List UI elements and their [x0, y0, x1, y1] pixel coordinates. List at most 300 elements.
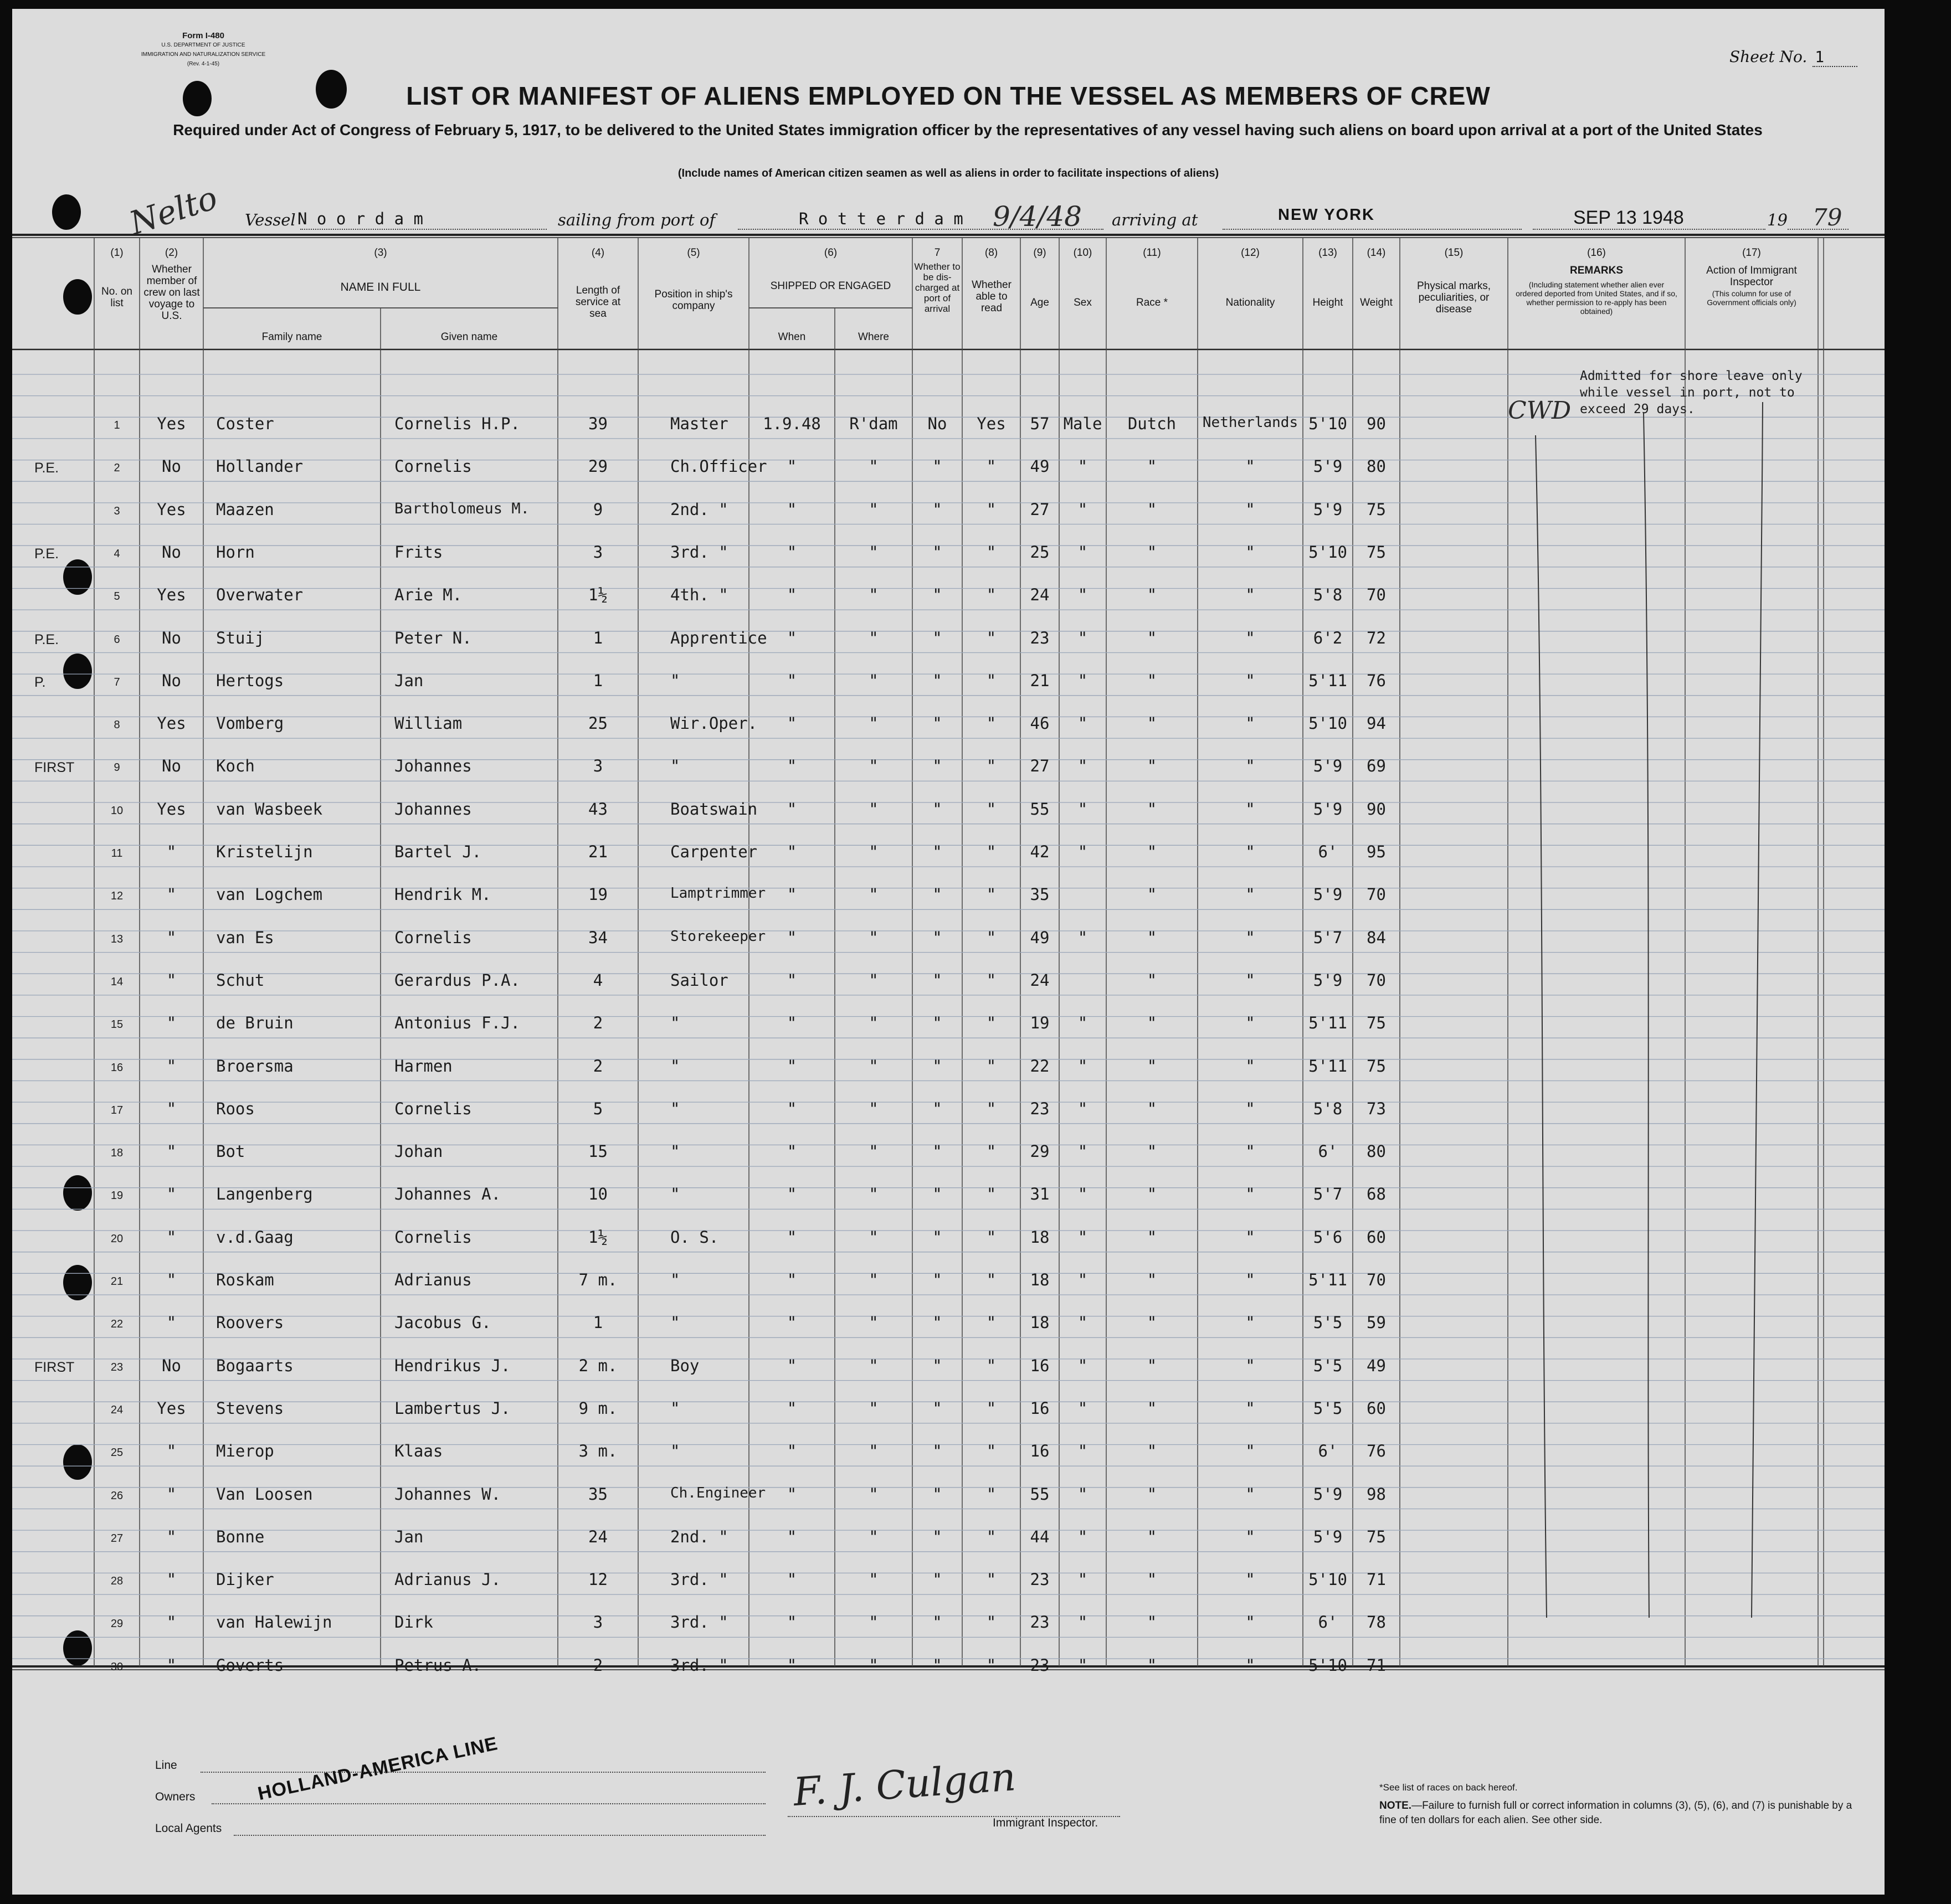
cell-race: "	[1147, 842, 1157, 861]
cell-height: 5'9	[1313, 1527, 1343, 1546]
col-5-number: (5)	[687, 247, 700, 259]
cell-age: 18	[1030, 1227, 1050, 1247]
cell-position: "	[670, 1398, 680, 1418]
cell-shipped-when: "	[787, 542, 797, 562]
cell-sex: "	[1077, 1527, 1088, 1546]
cell-last-voyage: No	[162, 457, 181, 476]
col-4-number: (4)	[591, 247, 605, 259]
cell-age: 27	[1030, 500, 1050, 519]
cell-service-length: 2	[593, 1056, 603, 1075]
sheet-number-label: Sheet No.	[1729, 48, 1808, 66]
cell-shipped-where: "	[869, 1570, 879, 1589]
cell-race: "	[1147, 1527, 1157, 1546]
cell-weight: 73	[1367, 1099, 1386, 1118]
cell-sex: "	[1077, 1570, 1088, 1589]
cell-family-name: van Wasbeek	[216, 799, 323, 819]
cell-race: "	[1147, 1142, 1157, 1161]
cell-height: 5'8	[1313, 1099, 1343, 1118]
cell-nationality: "	[1245, 542, 1255, 562]
cell-race: "	[1147, 671, 1157, 690]
cell-last-voyage: "	[166, 1227, 177, 1247]
cell-shipped-where: "	[869, 671, 879, 690]
cell-margin-note: FIRST	[34, 1359, 75, 1375]
cell-row-number: 8	[114, 719, 120, 732]
col-11-number: (11)	[1143, 247, 1161, 259]
cell-sex: "	[1077, 542, 1088, 562]
cell-row-number: 27	[110, 1532, 124, 1545]
cell-margin-note: FIRST	[34, 760, 75, 776]
cell-sex: "	[1077, 628, 1088, 647]
cell-weight: 70	[1367, 1270, 1386, 1289]
cell-height: 5'11	[1308, 1013, 1347, 1033]
cell-height: 5'5	[1313, 1313, 1343, 1332]
cell-discharged: "	[932, 1356, 942, 1375]
manifest-sheet	[12, 9, 1885, 1895]
cell-discharged: "	[932, 885, 942, 904]
cell-last-voyage: "	[166, 885, 177, 904]
cell-row-number: 1	[114, 419, 120, 431]
cell-margin-note: P.E.	[34, 631, 59, 647]
cell-given-name: Lambertus J.	[394, 1398, 511, 1418]
cell-race: "	[1147, 1056, 1157, 1075]
cell-height: 5'10	[1308, 714, 1347, 733]
cell-shipped-when: "	[787, 1356, 797, 1375]
cell-race: "	[1147, 799, 1157, 819]
cell-service-length: 1	[593, 628, 603, 647]
cell-age: 22	[1030, 1056, 1050, 1075]
cell-position: Boatswain	[670, 799, 758, 819]
cell-row-number: 2	[114, 462, 120, 475]
cell-height: 5'11	[1308, 1270, 1347, 1289]
cell-service-length: 4	[593, 970, 603, 990]
cell-margin-note	[34, 585, 93, 613]
cell-nationality: "	[1245, 799, 1255, 819]
cell-row-number: 21	[110, 1275, 124, 1288]
cell-weight: 90	[1367, 414, 1386, 433]
cell-last-voyage: No	[162, 757, 181, 776]
cell-last-voyage: "	[166, 1527, 177, 1546]
cell-last-voyage: "	[166, 842, 177, 861]
cell-nationality: "	[1245, 1313, 1255, 1332]
cell-discharged: "	[932, 1484, 942, 1504]
cell-shipped-where: "	[869, 799, 879, 819]
cell-discharged: "	[932, 1227, 942, 1247]
cell-family-name: v.d.Gaag	[216, 1227, 294, 1247]
cell-service-length: 7 m.	[578, 1270, 618, 1289]
col-10-number: (10)	[1073, 247, 1092, 259]
cell-row-number: 20	[110, 1232, 124, 1245]
cell-family-name: de Bruin	[216, 1013, 294, 1033]
cell-height: 6'	[1318, 1442, 1338, 1461]
cell-age: 23	[1030, 1613, 1050, 1632]
cell-age: 24	[1030, 970, 1050, 990]
cell-height: 5'9	[1313, 457, 1343, 476]
cell-shipped-where: "	[869, 1013, 879, 1033]
cell-position: Ch.Engineer	[670, 1484, 766, 1501]
cell-age: 29	[1030, 1142, 1050, 1161]
cell-shipped-when: "	[787, 757, 797, 776]
cell-shipped-where: "	[869, 1655, 879, 1675]
cell-row-number: 28	[110, 1575, 124, 1588]
cell-sex: "	[1077, 799, 1088, 819]
cell-given-name: Dirk	[394, 1613, 433, 1632]
cell-nationality: "	[1245, 1655, 1255, 1675]
cell-margin-note	[34, 971, 93, 999]
cell-nationality: "	[1245, 714, 1255, 733]
cell-race: "	[1147, 457, 1157, 476]
cell-shipped-where: "	[869, 1056, 879, 1075]
cell-sex: "	[1077, 1484, 1088, 1504]
cell-able-to-read: "	[986, 457, 997, 476]
cell-service-length: 29	[588, 457, 608, 476]
cell-last-voyage: "	[166, 1570, 177, 1589]
cell-able-to-read: "	[986, 1270, 997, 1289]
cell-weight: 75	[1367, 500, 1386, 519]
col-1-header: No. on list	[101, 286, 132, 309]
cell-able-to-read: "	[986, 1142, 997, 1161]
cell-shipped-when: "	[787, 1655, 797, 1675]
cell-family-name: Langenberg	[216, 1185, 313, 1204]
cell-discharged: "	[932, 1313, 942, 1332]
cell-nationality: "	[1245, 885, 1255, 904]
cell-row-number: 29	[110, 1618, 124, 1630]
col-3-header: NAME IN FULL	[340, 281, 421, 294]
cell-weight: 94	[1367, 714, 1386, 733]
cell-row-number: 17	[110, 1104, 124, 1116]
cell-shipped-when: "	[787, 1270, 797, 1289]
cell-able-to-read: "	[986, 1527, 997, 1546]
cell-height: 5'10	[1308, 414, 1347, 433]
cell-race: Dutch	[1127, 414, 1177, 433]
footer-note	[1379, 1799, 1867, 1828]
cell-shipped-where: "	[869, 1142, 879, 1161]
cell-family-name: Overwater	[216, 585, 304, 605]
cell-sex: "	[1077, 1185, 1088, 1204]
cell-family-name: Roovers	[216, 1313, 284, 1332]
cell-height: 6'2	[1313, 628, 1343, 647]
cell-given-name: Jacobus G.	[394, 1313, 491, 1332]
cell-given-name: Johan	[394, 1142, 443, 1161]
cell-margin-note	[34, 1185, 93, 1212]
cell-position: 3rd. "	[670, 542, 728, 562]
cell-race: "	[1147, 1313, 1157, 1332]
cell-nationality: "	[1245, 1613, 1255, 1632]
cell-last-voyage: "	[166, 1442, 177, 1461]
page-title: LIST OR MANIFEST OF ALIENS EMPLOYED ON THE VESSEL AS MEMBERS OF CREW	[406, 81, 1491, 110]
cell-family-name: Mierop	[216, 1442, 274, 1461]
cell-race: "	[1147, 1185, 1157, 1204]
cell-race: "	[1147, 714, 1157, 733]
cell-nationality: "	[1245, 1527, 1255, 1546]
cell-sex	[1059, 885, 1106, 913]
cell-last-voyage: Yes	[157, 500, 186, 519]
cell-race: "	[1147, 1227, 1157, 1247]
cell-able-to-read: "	[986, 1570, 997, 1589]
cell-margin-note	[34, 1057, 93, 1084]
cell-row-number: 23	[110, 1361, 124, 1373]
cell-age: 42	[1030, 842, 1050, 861]
cell-age: 23	[1030, 1655, 1050, 1675]
cell-shipped-when: 1.9.48	[763, 414, 821, 433]
cell-position: "	[670, 1442, 680, 1461]
cell-nationality: "	[1245, 1442, 1255, 1461]
cell-age: 16	[1030, 1356, 1050, 1375]
cell-family-name: Broersma	[216, 1056, 294, 1075]
cell-service-length: 9 m.	[578, 1398, 618, 1418]
cell-shipped-when: "	[787, 1185, 797, 1204]
cell-row-number: 22	[110, 1318, 124, 1331]
cell-discharged: "	[932, 1013, 942, 1033]
cell-able-to-read: "	[986, 500, 997, 519]
col-16-number: (16)	[1587, 247, 1606, 259]
cell-position: 4th. "	[670, 585, 728, 605]
cell-able-to-read: "	[986, 1442, 997, 1461]
col-6-number: (6)	[824, 247, 838, 259]
col-6-header: SHIPPED OR ENGAGED	[770, 280, 891, 292]
cell-service-length: 39	[588, 414, 608, 433]
cell-position: Carpenter	[670, 842, 758, 861]
cell-nationality: "	[1245, 585, 1255, 605]
cell-service-length: 2 m.	[578, 1356, 618, 1375]
col-9-number: (9)	[1033, 247, 1046, 259]
cell-shipped-where: "	[869, 714, 879, 733]
cell-age: 46	[1030, 714, 1050, 733]
cell-able-to-read: "	[986, 1398, 997, 1418]
page-subtitle-note: (Include names of American citizen seamen as well as aliens in order to facilitate inspections of aliens)	[677, 167, 1219, 179]
cell-age: 49	[1030, 928, 1050, 947]
cell-service-length: 43	[588, 799, 608, 819]
cell-given-name: Gerardus P.A.	[394, 970, 520, 990]
cell-age: 57	[1030, 414, 1050, 433]
cell-position: 3rd. "	[670, 1655, 728, 1675]
cell-shipped-where: "	[869, 1356, 879, 1375]
owners-label: Owners	[155, 1790, 196, 1803]
cell-race: "	[1147, 928, 1157, 947]
cell-weight: 84	[1367, 928, 1386, 947]
cell-age: 31	[1030, 1185, 1050, 1204]
form-number: Form I-480	[182, 31, 224, 40]
cell-shipped-when: "	[787, 1484, 797, 1504]
cell-age: 27	[1030, 757, 1050, 776]
local-agents-label: Local Agents	[155, 1822, 222, 1835]
cell-sex: Male	[1063, 414, 1102, 433]
cell-nationality: "	[1245, 1056, 1255, 1075]
cell-race: "	[1147, 1442, 1157, 1461]
cell-weight: 71	[1367, 1570, 1386, 1589]
cell-height: 5'10	[1308, 1655, 1347, 1675]
cell-last-voyage: "	[166, 1313, 177, 1332]
cell-shipped-where: "	[869, 1442, 879, 1461]
cell-discharged: "	[932, 1398, 942, 1418]
cell-given-name: Cornelis	[394, 1099, 472, 1118]
col-8-number: (8)	[984, 247, 998, 259]
cell-able-to-read: "	[986, 928, 997, 947]
cell-position: "	[670, 671, 680, 690]
col-7-header: Whether to be dis-charged at port of arrival	[914, 261, 961, 314]
cell-given-name: Johannes A.	[394, 1185, 501, 1204]
remarks-initials: CWD	[1508, 397, 1572, 425]
cell-sex: "	[1077, 1442, 1088, 1461]
cell-position: "	[670, 1185, 680, 1204]
cell-margin-note	[34, 714, 93, 742]
cell-row-number: 16	[110, 1061, 124, 1074]
cell-discharged: "	[932, 842, 942, 861]
cell-last-voyage: "	[166, 1142, 177, 1161]
cell-nationality: "	[1245, 1484, 1255, 1504]
cell-shipped-where: "	[869, 842, 879, 861]
cell-row-number: 6	[114, 633, 120, 646]
cell-shipped-when: "	[787, 1056, 797, 1075]
cell-position: "	[670, 1099, 680, 1118]
cell-race: "	[1147, 542, 1157, 562]
cell-family-name: Dijker	[216, 1570, 274, 1589]
cell-age: 16	[1030, 1398, 1050, 1418]
cell-shipped-where: "	[869, 1099, 879, 1118]
cell-height: 5'7	[1313, 928, 1343, 947]
cell-weight: 75	[1367, 1527, 1386, 1546]
cell-shipped-where: "	[869, 585, 879, 605]
cell-race: "	[1147, 628, 1157, 647]
cell-nationality: "	[1245, 1398, 1255, 1418]
cell-shipped-when: "	[787, 1570, 797, 1589]
cell-shipped-when: "	[787, 671, 797, 690]
cell-last-voyage: Yes	[157, 414, 186, 433]
margin-handwritten-note: Nelto	[125, 178, 222, 243]
cell-weight: 75	[1367, 542, 1386, 562]
port-label: sailing from port of	[558, 210, 716, 229]
cell-position: Ch.Officer	[670, 457, 767, 476]
cell-given-name: William	[394, 714, 463, 733]
cell-discharged: "	[932, 714, 942, 733]
cell-height: 5'5	[1313, 1356, 1343, 1375]
cell-discharged: No	[927, 414, 947, 433]
cell-shipped-when: "	[787, 1099, 797, 1118]
cell-family-name: Bonne	[216, 1527, 265, 1546]
races-note: *See list of races on back hereof.	[1379, 1782, 1518, 1793]
cell-shipped-when: "	[787, 714, 797, 733]
arrival-date-stamp: SEP 13 1948	[1573, 207, 1684, 228]
cell-sex: "	[1077, 1227, 1088, 1247]
cell-family-name: Bot	[216, 1142, 245, 1161]
cell-row-number: 10	[110, 804, 124, 817]
cell-family-name: Goverts	[216, 1655, 284, 1675]
cell-margin-note	[34, 800, 93, 827]
cell-weight: 76	[1367, 671, 1386, 690]
col-14-number: (14)	[1367, 247, 1386, 259]
cell-row-number: 15	[110, 1018, 124, 1031]
cell-margin-note	[34, 1270, 93, 1298]
cell-able-to-read: "	[986, 1099, 997, 1118]
cell-race: "	[1147, 1613, 1157, 1632]
cell-shipped-where: "	[869, 1270, 879, 1289]
line-label: Line	[155, 1759, 177, 1772]
page-subtitle: Required under Act of Congress of February 5, 1917, to be delivered to the United States immigration officer by the representatives of any vessel having such aliens on board upon arrival at a port of the United States	[173, 121, 1763, 138]
cell-family-name: van Halewijn	[216, 1613, 332, 1632]
cell-nationality: "	[1245, 842, 1255, 861]
cell-discharged: "	[932, 928, 942, 947]
cell-weight: 70	[1367, 885, 1386, 904]
cell-margin-note: P.	[34, 674, 46, 690]
cell-able-to-read: "	[986, 842, 997, 861]
cell-height: 5'9	[1313, 1484, 1343, 1504]
cell-sex: "	[1077, 500, 1088, 519]
cell-margin-note: P.E.	[34, 546, 59, 562]
cell-able-to-read: "	[986, 714, 997, 733]
cell-family-name: Stevens	[216, 1398, 284, 1418]
cell-family-name: Coster	[216, 414, 274, 433]
cell-position: "	[670, 1142, 680, 1161]
cell-weight: 49	[1367, 1356, 1386, 1375]
cell-shipped-when: "	[787, 1227, 797, 1247]
cell-row-number: 11	[111, 847, 123, 860]
cell-last-voyage: "	[166, 928, 177, 947]
cell-age: 23	[1030, 628, 1050, 647]
cell-age: 55	[1030, 1484, 1050, 1504]
cell-family-name: Hertogs	[216, 671, 284, 690]
cell-discharged: "	[932, 970, 942, 990]
cell-discharged: "	[932, 757, 942, 776]
cell-weight: 68	[1367, 1185, 1386, 1204]
cell-service-length: 25	[588, 714, 608, 733]
cell-margin-note	[34, 1527, 93, 1555]
cell-margin-note	[34, 1313, 93, 1341]
cell-row-number: 19	[110, 1190, 124, 1202]
cell-race: "	[1147, 1270, 1157, 1289]
cell-last-voyage: "	[166, 1613, 177, 1632]
cell-able-to-read: "	[986, 757, 997, 776]
cell-weight: 69	[1367, 757, 1386, 776]
cell-service-length: 3	[593, 1613, 603, 1632]
cell-margin-note	[34, 1613, 93, 1640]
cell-discharged: "	[932, 1142, 942, 1161]
cell-nationality: "	[1245, 500, 1255, 519]
cell-given-name: Antonius F.J.	[394, 1013, 520, 1033]
cell-family-name: Roos	[216, 1099, 255, 1118]
cell-given-name: Johannes	[394, 799, 472, 819]
cell-able-to-read: "	[986, 1013, 997, 1033]
col-15-header: Physical marks, peculiarities, or disease	[1416, 280, 1491, 315]
cell-height: 5'8	[1313, 585, 1343, 605]
cell-sex: "	[1077, 1099, 1088, 1118]
cell-weight: 75	[1367, 1056, 1386, 1075]
cell-weight: 60	[1367, 1227, 1386, 1247]
cell-sex: "	[1077, 585, 1088, 605]
cell-shipped-where: R'dam	[849, 414, 898, 433]
cell-shipped-when: "	[787, 1013, 797, 1033]
cell-margin-note	[34, 1399, 93, 1427]
cell-shipped-where: "	[869, 457, 879, 476]
cell-position: 3rd. "	[670, 1570, 728, 1589]
cell-given-name: Cornelis H.P.	[394, 414, 520, 433]
cell-service-length: 15	[588, 1142, 608, 1161]
vessel-label: Vessel	[245, 210, 296, 229]
cell-given-name: Johannes	[394, 757, 472, 776]
port-name: R o t t e r d a m	[799, 209, 963, 228]
cell-discharged: "	[932, 457, 942, 476]
cell-position: "	[670, 1056, 680, 1075]
cell-discharged: "	[932, 1613, 942, 1632]
cell-discharged: "	[932, 1655, 942, 1675]
cell-family-name: Hollander	[216, 457, 304, 476]
cell-race: "	[1147, 1484, 1157, 1504]
cell-position: 2nd. "	[670, 500, 728, 519]
cell-service-length: 9	[593, 500, 603, 519]
col-3-family-header: Family name	[261, 331, 322, 343]
cell-discharged: "	[932, 500, 942, 519]
cell-sex: "	[1077, 671, 1088, 690]
cell-shipped-when: "	[787, 1442, 797, 1461]
col-9-header: Age	[1030, 297, 1049, 308]
